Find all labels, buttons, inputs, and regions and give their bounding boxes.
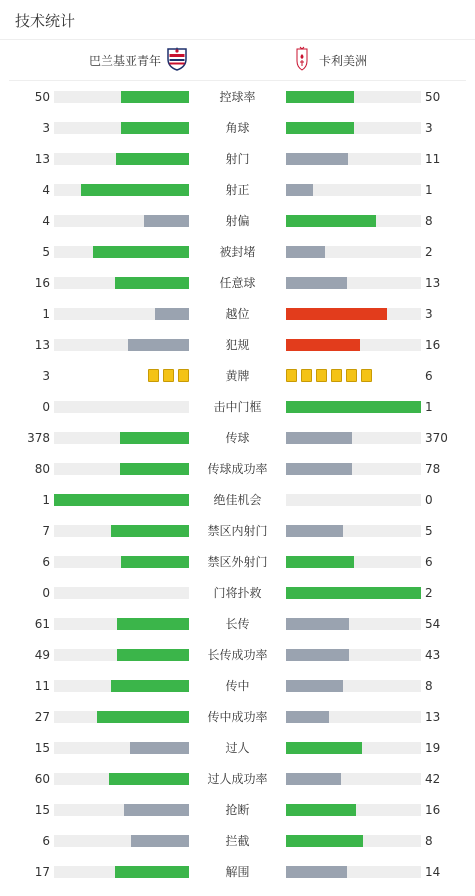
home-stat-bar-fill	[116, 153, 189, 165]
away-stat-value: 16	[425, 338, 441, 352]
home-stat-bar	[54, 742, 189, 754]
away-stat-bar	[286, 339, 421, 351]
home-stat-value: 1	[42, 493, 50, 507]
home-stat-bar	[54, 618, 189, 630]
stat-label: 过人成功率	[207, 772, 268, 786]
home-stat-bar-fill	[155, 308, 189, 320]
away-stat-bar-fill	[286, 866, 347, 878]
away-stat-value: 54	[425, 617, 441, 631]
home-stat-bar-fill	[121, 122, 189, 134]
stat-label: 禁区内射门	[207, 524, 268, 538]
home-stat-value: 11	[34, 679, 50, 693]
stat-row	[0, 245, 475, 276]
stat-row	[0, 431, 475, 462]
stat-label: 犯规	[225, 338, 250, 352]
home-stat-bar	[54, 804, 189, 816]
away-stat-bar	[286, 184, 421, 196]
away-stat-bar-fill	[286, 618, 349, 630]
home-stat-bar-fill	[93, 246, 189, 258]
away-stat-bar-fill	[286, 339, 360, 351]
home-stat-value: 15	[34, 741, 50, 755]
home-stat-value: 15	[34, 803, 50, 817]
away-stat-bar	[286, 711, 421, 723]
stat-row	[0, 121, 475, 152]
home-stat-bar-fill	[54, 494, 189, 506]
yellow-card-icon	[286, 369, 297, 382]
stat-label: 角球	[225, 121, 250, 135]
home-team-name: 巴兰基亚青年	[88, 53, 161, 68]
team-row	[9, 40, 466, 81]
away-stat-value: 6	[425, 369, 433, 383]
home-stat-value: 17	[34, 865, 50, 879]
away-stat-bar-fill	[286, 680, 343, 692]
away-stat-bar	[286, 277, 421, 289]
home-stat-bar-fill	[111, 525, 189, 537]
home-stat-bar-fill	[124, 804, 189, 816]
away-stat-value: 8	[425, 214, 433, 228]
stat-row	[0, 152, 475, 183]
stat-row	[0, 617, 475, 648]
away-stat-bar	[286, 680, 421, 692]
away-stat-bar	[286, 804, 421, 816]
away-stat-bar	[286, 432, 421, 444]
stat-label: 解围	[225, 865, 250, 879]
home-stat-bar	[54, 339, 189, 351]
away-stat-bar-fill	[286, 711, 329, 723]
home-stat-value: 80	[34, 462, 50, 476]
away-stat-value: 2	[425, 245, 433, 259]
home-stat-bar-fill	[97, 711, 189, 723]
home-stat-bar	[54, 91, 189, 103]
away-stat-bar	[286, 246, 421, 258]
away-stat-value: 16	[425, 803, 441, 817]
stat-row	[0, 462, 475, 493]
stats-header	[0, 0, 475, 40]
stat-label: 抢断	[225, 803, 250, 817]
stat-row	[0, 586, 475, 617]
away-stat-value: 6	[425, 555, 433, 569]
home-stat-bar-fill	[117, 618, 189, 630]
home-stat-value: 4	[42, 183, 50, 197]
stat-row	[0, 369, 475, 400]
stat-label: 射正	[225, 183, 250, 197]
home-stat-value: 49	[34, 648, 50, 662]
away-stat-value: 370	[425, 431, 448, 445]
away-stat-value: 43	[425, 648, 441, 662]
stat-row	[0, 214, 475, 245]
yellow-card-icon	[301, 369, 312, 382]
home-stat-value: 1	[42, 307, 50, 321]
stat-label: 控球率	[219, 90, 256, 104]
stats-list	[0, 81, 475, 887]
home-stat-bar-fill	[81, 184, 189, 196]
home-stat-bar	[54, 277, 189, 289]
away-stat-bar-fill	[286, 556, 354, 568]
away-stat-bar	[286, 587, 421, 599]
yellow-card-icon	[346, 369, 357, 382]
home-stat-value: 3	[42, 121, 50, 135]
stat-label: 长传	[225, 617, 250, 631]
away-stat-value: 2	[425, 586, 433, 600]
stat-label: 任意球	[219, 276, 256, 290]
america-de-cali-badge-icon	[295, 46, 309, 74]
away-stat-bar-fill	[286, 587, 421, 599]
home-stat-bar-fill	[131, 835, 189, 847]
home-stat-bar	[54, 432, 189, 444]
away-stat-bar-fill	[286, 246, 325, 258]
away-team-name: 卡利美洲	[319, 53, 368, 68]
home-stat-bar	[54, 246, 189, 258]
stat-row	[0, 276, 475, 307]
home-stat-bar	[54, 153, 189, 165]
stat-label: 越位	[225, 307, 250, 321]
home-stat-bar	[54, 215, 189, 227]
away-stat-value: 3	[425, 121, 433, 135]
stat-label: 传中	[225, 679, 250, 693]
away-stat-value: 42	[425, 772, 441, 786]
home-stat-bar	[54, 122, 189, 134]
home-stat-value: 50	[34, 90, 50, 104]
home-stat-bar-fill	[117, 649, 189, 661]
home-stat-bar	[54, 773, 189, 785]
away-stat-value: 8	[425, 834, 433, 848]
away-stat-bar-fill	[286, 184, 313, 196]
home-stat-bar	[54, 463, 189, 475]
home-yellow-cards	[148, 369, 189, 382]
away-stat-value: 8	[425, 679, 433, 693]
stat-row	[0, 741, 475, 772]
stat-label: 传中成功率	[207, 710, 268, 724]
stat-row	[0, 648, 475, 679]
stat-row	[0, 803, 475, 834]
stat-row	[0, 524, 475, 555]
away-stat-value: 3	[425, 307, 433, 321]
home-stat-value: 6	[42, 834, 50, 848]
junior-fc-badge-icon	[166, 46, 188, 74]
home-stat-bar-fill	[121, 556, 189, 568]
away-stat-bar-fill	[286, 773, 341, 785]
home-stat-bar	[54, 587, 189, 599]
away-stat-bar-fill	[286, 277, 347, 289]
home-stat-bar	[54, 680, 189, 692]
yellow-card-icon	[331, 369, 342, 382]
away-stat-bar-fill	[286, 742, 362, 754]
away-stat-value: 1	[425, 400, 433, 414]
away-team[interactable]	[295, 40, 367, 80]
home-stat-value: 4	[42, 214, 50, 228]
home-stat-bar-fill	[111, 680, 189, 692]
away-stat-bar-fill	[286, 122, 354, 134]
stat-row	[0, 338, 475, 369]
away-stat-bar-fill	[286, 835, 363, 847]
away-stat-value: 50	[425, 90, 441, 104]
away-stat-bar-fill	[286, 463, 352, 475]
page-title: 技术统计	[15, 12, 76, 30]
stat-row	[0, 493, 475, 524]
away-stat-bar-fill	[286, 649, 349, 661]
home-stat-value: 0	[42, 586, 50, 600]
home-stat-value: 60	[34, 772, 50, 786]
away-stat-value: 1	[425, 183, 433, 197]
home-stat-value: 13	[34, 338, 50, 352]
away-stat-bar	[286, 122, 421, 134]
away-stat-bar	[286, 649, 421, 661]
stat-label: 传球成功率	[207, 462, 268, 476]
away-stat-value: 13	[425, 710, 441, 724]
stat-label: 拦截	[225, 834, 250, 848]
home-stat-bar-fill	[130, 742, 189, 754]
away-stat-bar	[286, 835, 421, 847]
stat-label: 禁区外射门	[207, 555, 268, 569]
stat-label: 击中门框	[213, 400, 262, 414]
home-stat-bar	[54, 711, 189, 723]
stat-row	[0, 555, 475, 586]
home-stat-bar	[54, 866, 189, 878]
away-stat-value: 0	[425, 493, 433, 507]
away-stat-bar-fill	[286, 432, 352, 444]
stat-label: 长传成功率	[207, 648, 268, 662]
away-stat-bar	[286, 866, 421, 878]
away-stat-bar	[286, 494, 421, 506]
home-stat-bar-fill	[120, 463, 189, 475]
home-stat-value: 61	[34, 617, 50, 631]
stat-row	[0, 307, 475, 338]
away-stat-value: 5	[425, 524, 433, 538]
away-stat-bar	[286, 215, 421, 227]
home-stat-value: 27	[34, 710, 50, 724]
home-stat-bar	[54, 308, 189, 320]
home-stat-bar	[54, 835, 189, 847]
home-stat-bar-fill	[128, 339, 189, 351]
home-stat-value: 3	[42, 369, 50, 383]
away-stat-bar	[286, 618, 421, 630]
away-stat-bar	[286, 742, 421, 754]
yellow-card-icon	[163, 369, 174, 382]
home-stat-bar	[54, 494, 189, 506]
away-stat-bar	[286, 463, 421, 475]
away-yellow-cards	[286, 369, 372, 382]
home-stat-bar-fill	[120, 432, 189, 444]
home-stat-bar-fill	[115, 866, 189, 878]
away-stat-bar-fill	[286, 525, 343, 537]
stat-row	[0, 710, 475, 741]
stat-label: 过人	[225, 741, 250, 755]
away-stat-value: 13	[425, 276, 441, 290]
home-stat-value: 378	[27, 431, 50, 445]
away-stat-bar	[286, 525, 421, 537]
stat-row	[0, 183, 475, 214]
stat-label: 射门	[225, 152, 250, 166]
away-stat-bar	[286, 91, 421, 103]
away-stat-bar	[286, 556, 421, 568]
stat-label: 被封堵	[219, 245, 256, 259]
away-stat-value: 78	[425, 462, 441, 476]
yellow-card-icon	[316, 369, 327, 382]
home-stat-bar-fill	[115, 277, 189, 289]
home-stat-bar	[54, 525, 189, 537]
home-stat-value: 13	[34, 152, 50, 166]
stat-row	[0, 679, 475, 710]
yellow-card-icon	[178, 369, 189, 382]
away-stat-bar-fill	[286, 153, 348, 165]
away-stat-value: 19	[425, 741, 441, 755]
stat-row	[0, 865, 475, 896]
stat-label: 绝佳机会	[213, 493, 262, 507]
stat-row	[0, 772, 475, 803]
home-stat-value: 16	[34, 276, 50, 290]
away-stat-value: 14	[425, 865, 441, 879]
away-stat-bar-fill	[286, 215, 376, 227]
home-stat-value: 0	[42, 400, 50, 414]
away-stat-bar-fill	[286, 91, 354, 103]
home-stat-bar-fill	[121, 91, 189, 103]
stat-label: 传球	[225, 431, 250, 445]
home-stat-value: 5	[42, 245, 50, 259]
yellow-card-icon	[148, 369, 159, 382]
away-stat-bar-fill	[286, 804, 356, 816]
away-stat-bar-fill	[286, 401, 421, 413]
away-stat-value: 11	[425, 152, 441, 166]
stat-row	[0, 834, 475, 865]
stat-row	[0, 90, 475, 121]
home-stat-bar	[54, 184, 189, 196]
away-stat-bar	[286, 401, 421, 413]
away-stat-bar	[286, 153, 421, 165]
home-team[interactable]	[89, 40, 188, 80]
stat-label: 门将扑救	[213, 586, 262, 600]
yellow-card-icon	[361, 369, 372, 382]
home-stat-bar	[54, 401, 189, 413]
away-stat-bar	[286, 773, 421, 785]
stat-label: 黄牌	[225, 369, 250, 383]
home-stat-bar	[54, 556, 189, 568]
home-stat-bar-fill	[144, 215, 189, 227]
home-stat-bar-fill	[109, 773, 189, 785]
away-stat-bar-fill	[286, 308, 387, 320]
home-stat-bar	[54, 649, 189, 661]
stat-row	[0, 400, 475, 431]
stat-label: 射偏	[225, 214, 250, 228]
away-stat-bar	[286, 308, 421, 320]
home-stat-value: 7	[42, 524, 50, 538]
home-stat-value: 6	[42, 555, 50, 569]
